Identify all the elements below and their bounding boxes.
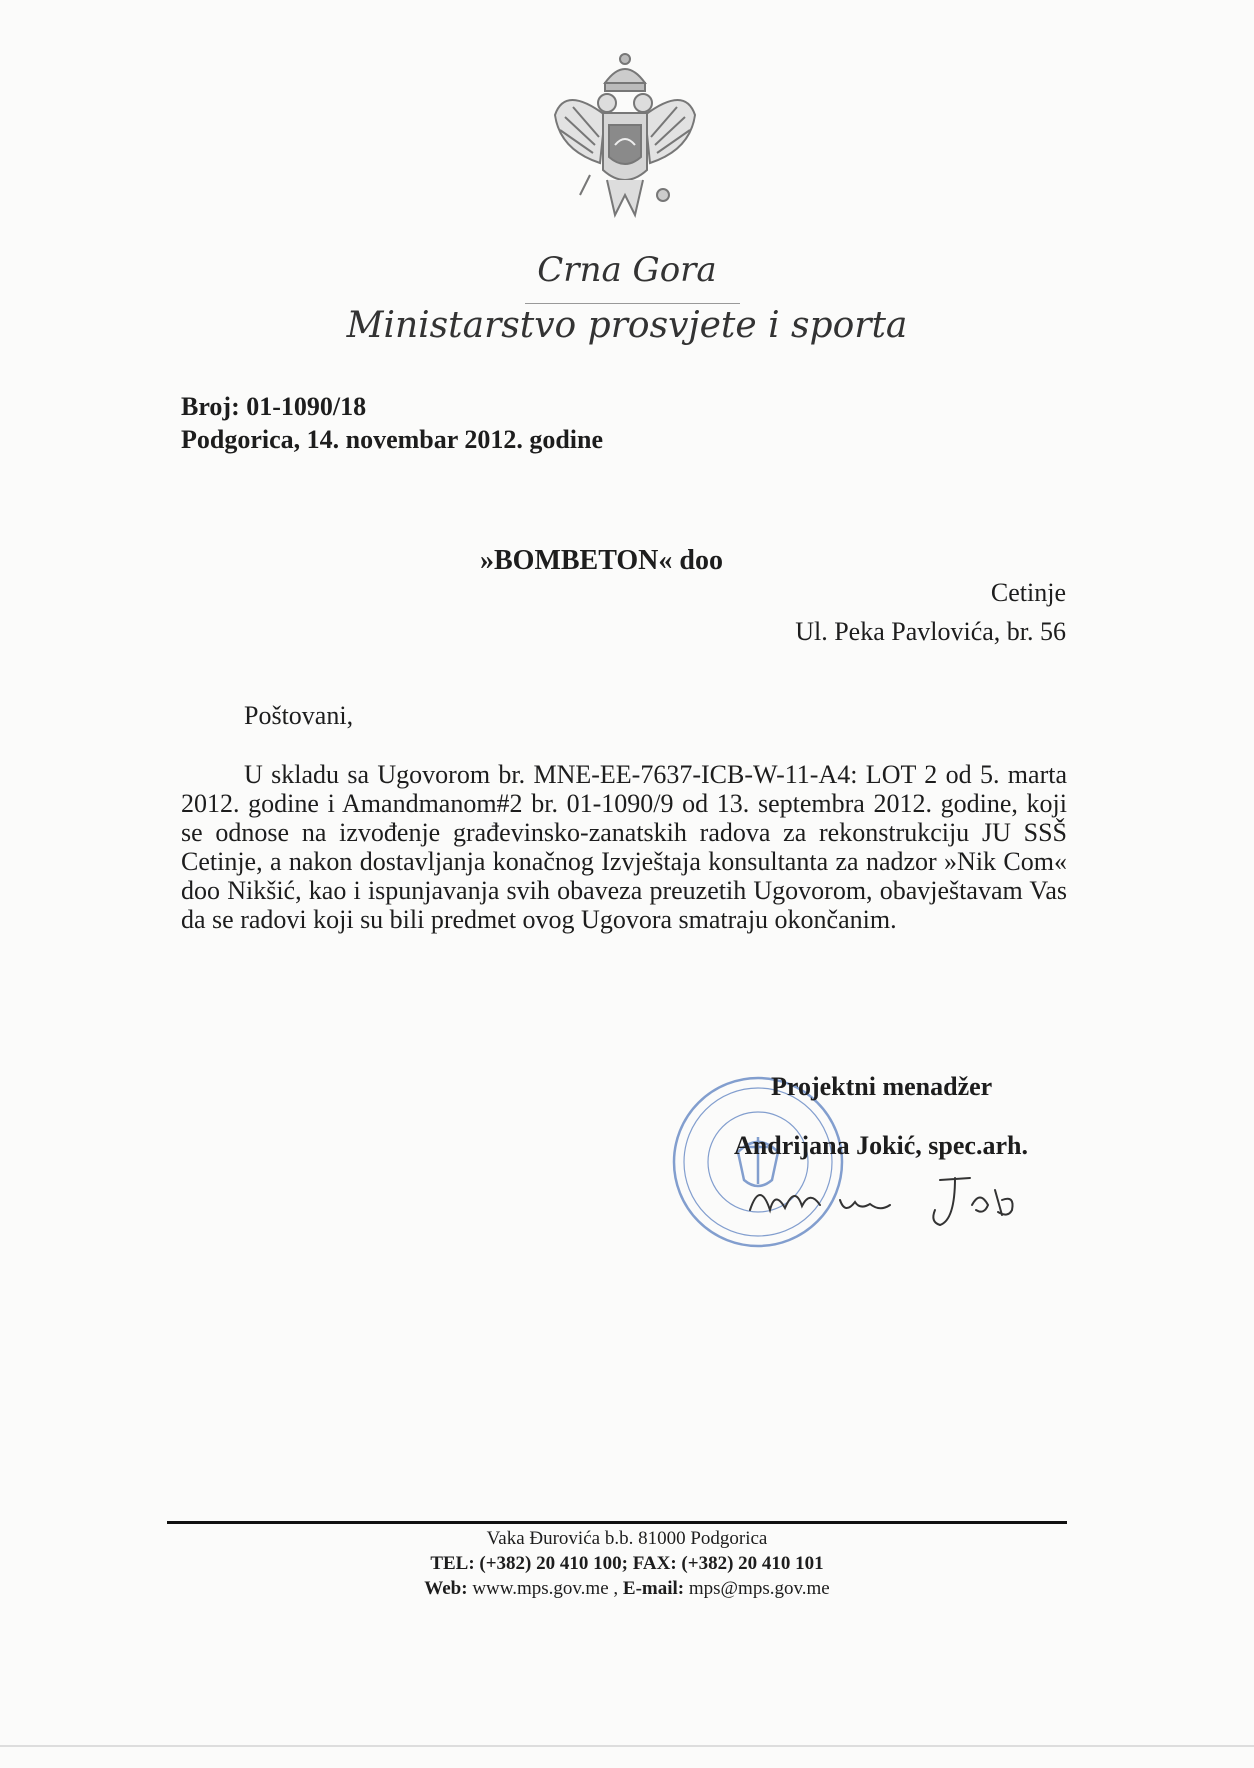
scan-edge-line: [0, 1745, 1254, 1747]
letterhead-divider: [525, 303, 740, 304]
letter-date: Podgorica, 14. novembar 2012. godine: [181, 425, 604, 454]
reference-number: Broj: 01-1090/18: [181, 392, 367, 421]
country-title: Crna Gora: [537, 250, 717, 290]
footer-address: Vaka Đurovića b.b. 81000 Podgorica: [486, 1528, 768, 1549]
web-label: Web:: [424, 1578, 468, 1599]
recipient-name: »BOMBETON« doo: [480, 545, 723, 576]
footer-divider: [167, 1521, 1067, 1524]
signatory-title: Projektni menadžer: [771, 1072, 993, 1101]
email-label: E-mail:: [622, 1578, 685, 1599]
signatory-name: Andrijana Jokić, spec.arh.: [734, 1131, 1028, 1160]
website-link[interactable]: www.mps.gov.me ,: [472, 1578, 619, 1599]
recipient-street: Ul. Peka Pavlovića, br. 56: [795, 617, 1066, 646]
footer-web-email: [0, 1578, 1254, 1600]
salutation: Poštovani,: [244, 701, 354, 730]
footer-phone-fax: TEL: (+382) 20 410 100; FAX: (+382) 20 410 101: [430, 1553, 824, 1574]
recipient-city: Cetinje: [990, 578, 1066, 607]
handwritten-signature-icon: [740, 1160, 1040, 1240]
ministry-title: Ministarstvo prosvjete i sporta: [346, 305, 908, 346]
email-link[interactable]: mps@mps.gov.me: [688, 1578, 830, 1599]
letter-body: U skladu sa Ugovorom br. MNE-EE-7637-ICB-W-11-A4: LOT 2 od 5. marta 2012. godine i Amandmanom#2 br. 01-1090/9 od 13. septembra 2012. godine, koji se odnose na izvođenje građevinsko-zanatskih radova za rekonstrukciju JU SSŠ Cetinje, a nakon dostavljanja konačnog Izvještaja konsultanta za nadzor »Nik Com« doo Nikšić, kao i ispunjavanja svih obaveza preuzetih Ugovorom, obavještavam Vas da se radovi koji su bili predmet ovog Ugovora smatraju okončanim.: [181, 760, 1067, 934]
coat-of-arms-icon: [545, 45, 705, 230]
